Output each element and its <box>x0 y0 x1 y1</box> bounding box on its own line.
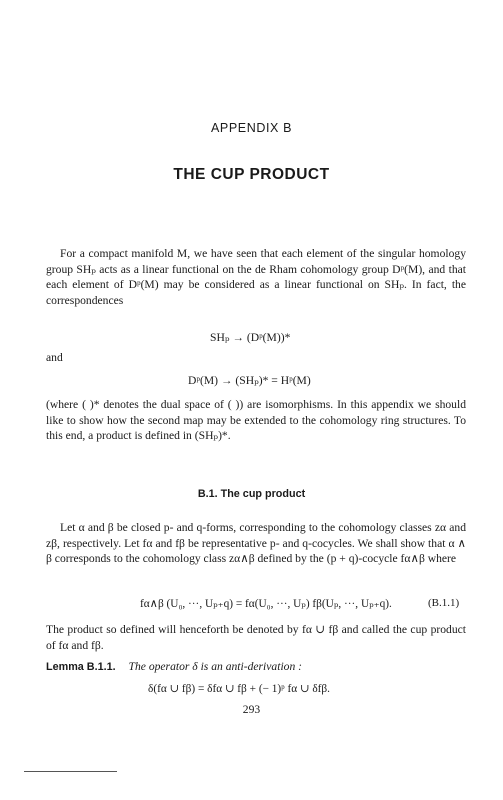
section-title: B.1. The cup product <box>197 488 306 500</box>
section-paragraph-2: The product so defined will henceforth be denoted by fα ∪ fβ and called the cup product of fα and fβ. <box>46 623 466 652</box>
section-paragraph: Let α and β be closed p- and q-forms, corresponding to the cohomology classes zα and zβ, respectively. Let fα and fβ be representative p- and q-cocycles. We shall show that α ∧ β corresponds to the cohomology class zα∧β defined by the (p + q)-cocycle fα∧β where <box>46 521 466 565</box>
lemma <box>46 660 466 673</box>
equation-b-1-1: fα∧β (U₀, ···, Uₚ₊q) = fα(U₀, ···, Uₚ) fβ(Uₚ, ···, Uₚ₊q). <box>140 598 392 610</box>
connector-text: and <box>46 351 63 364</box>
display-equation-1: SHₚ → (Dᵖ(M))* <box>210 331 291 344</box>
lemma-label: Lemma B.1.1. <box>46 661 116 673</box>
intro-paragraph-2: (where ( )* denotes the dual space of ( )) are isomorphisms. In this appendix we should like to show how the second map may be extended to the cohomology ring structures. To this end, a product is defined in (SHₚ)*. <box>46 398 466 442</box>
appendix-label: APPENDIX B <box>210 121 293 135</box>
intro-paragraph: For a compact manifold M, we have seen that each element of the singular homology group SHₚ acts as a linear functional on the de Rham cohomology group Dᵖ(M), and that each element of Dᵖ(M) may be considered as a linear functional on SHₚ. In fact, the correspondences <box>46 247 466 307</box>
equation-number: (B.1.1) <box>428 597 460 609</box>
footer-rule <box>24 771 117 772</box>
page-number: 293 <box>242 703 261 716</box>
display-equation-2: Dᵖ(M) → (SHₚ)* = Hᵖ(M) <box>188 374 311 387</box>
lemma-equation: δ(fα ∪ fβ) = δfα ∪ fβ + (− 1)ᵖ fα ∪ δfβ. <box>148 683 330 695</box>
lemma-statement: The operator δ is an anti-derivation : <box>128 660 303 673</box>
chapter-title: THE CUP PRODUCT <box>173 166 330 183</box>
